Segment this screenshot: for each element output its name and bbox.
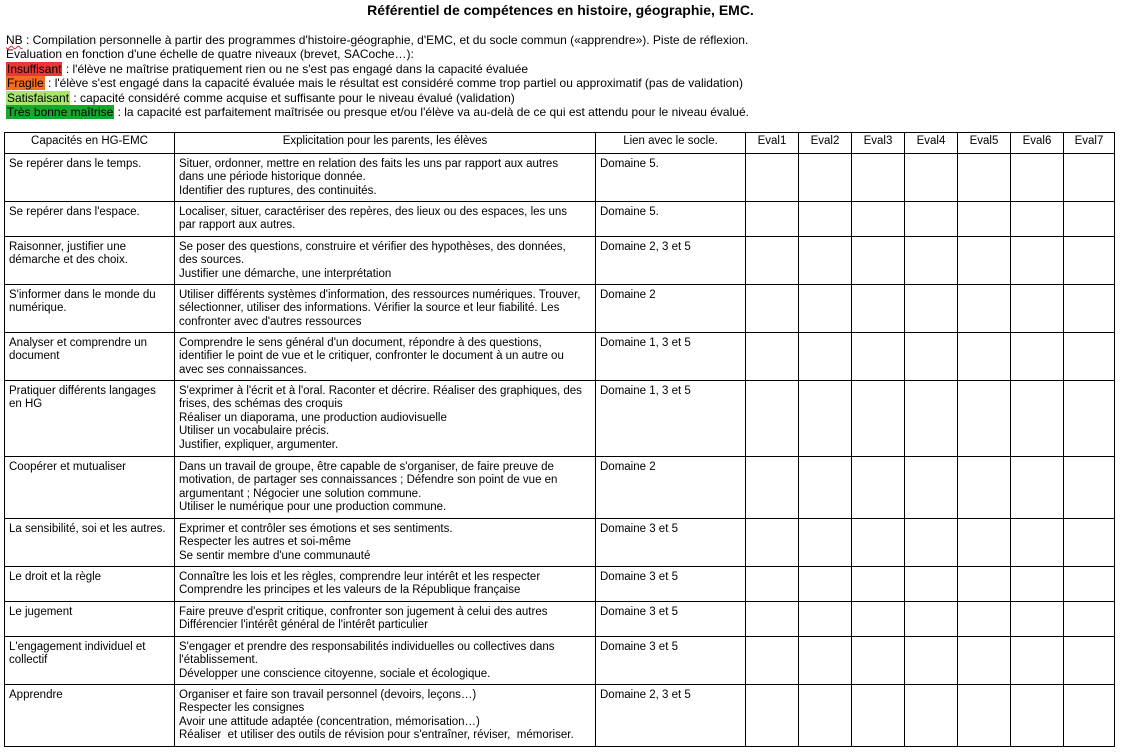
header-socle: Lien avec le socle. <box>596 133 746 154</box>
level-insuffisant-label: Insuffisant <box>7 61 62 76</box>
header-eval1: Eval1 <box>746 133 799 154</box>
level-satisfaisant-text: : capacité considéré comme acquise et suffisante pour le niveau évalué (validation) <box>70 90 515 105</box>
eval6-cell[interactable] <box>1011 685 1064 747</box>
eval7-cell[interactable] <box>1064 333 1115 381</box>
eval3-cell[interactable] <box>852 237 905 285</box>
eval4-cell[interactable] <box>905 237 958 285</box>
explicitation-cell <box>175 237 596 285</box>
eval7-cell[interactable] <box>1064 685 1115 747</box>
eval6-cell[interactable] <box>1011 457 1064 519</box>
explicitation-line: Réaliser et utiliser des outils de révision pour s'entraîner, réviser, mémoriser. <box>179 729 574 742</box>
capacite-cell: Pratiquer différents langages en HG <box>5 381 175 457</box>
capacite-cell: Se repérer dans le temps. <box>5 154 175 202</box>
level-tres-bonne <box>6 105 1111 119</box>
eval4-cell[interactable] <box>905 519 958 567</box>
explicitation-line: Développer une conscience citoyenne, sociale et écologique. <box>179 667 491 680</box>
eval2-cell[interactable] <box>799 381 852 457</box>
eval1-cell[interactable] <box>746 333 799 381</box>
level-tres-bonne-label: Très bonne maîtrise <box>7 105 114 120</box>
explicitation-cell <box>175 519 596 567</box>
explicitation-cell <box>175 154 596 202</box>
eval5-cell[interactable] <box>958 685 1011 747</box>
eval6-cell[interactable] <box>1011 285 1064 333</box>
capacite-cell: Raisonner, justifier une démarche et des choix. <box>5 237 175 285</box>
explicitation-line: Se sentir membre d'une communauté <box>179 549 371 562</box>
eval1-cell[interactable] <box>746 637 799 685</box>
capacite-cell: Se repérer dans l'espace. <box>5 202 175 237</box>
table-row <box>5 567 1115 602</box>
eval3-cell[interactable] <box>852 685 905 747</box>
eval3-cell[interactable] <box>852 602 905 637</box>
eval2-cell[interactable] <box>799 685 852 747</box>
eval5-cell[interactable] <box>958 457 1011 519</box>
explicitation-line: motivation, de partager ses connaissances ; Défendre son point de vue en <box>179 474 558 487</box>
explicitation-line: frises, des schémas des croquis <box>179 398 343 411</box>
explicitation-cell <box>175 381 596 457</box>
eval7-cell[interactable] <box>1064 154 1115 202</box>
explicitation-line: des sources. <box>179 254 245 267</box>
eval2-cell[interactable] <box>799 457 852 519</box>
explicitation-line: Utiliser le numérique pour une production commune. <box>179 501 447 514</box>
explicitation-line: Réaliser un diaporama, une production audiovisuelle <box>179 411 447 424</box>
nb-prefix: NB <box>6 33 23 47</box>
eval5-cell[interactable] <box>958 237 1011 285</box>
eval1-cell[interactable] <box>746 685 799 747</box>
socle-cell: Domaine 5. <box>596 154 746 202</box>
eval3-cell[interactable] <box>852 637 905 685</box>
header-capacites: Capacités en HG-EMC <box>5 133 175 154</box>
eval4-cell[interactable] <box>905 381 958 457</box>
eval7-cell[interactable] <box>1064 637 1115 685</box>
header-eval2: Eval2 <box>799 133 852 154</box>
explicitation-line: Faire preuve d'esprit critique, confronter son jugement à celui des autres <box>179 606 548 618</box>
table-row <box>5 685 1115 747</box>
eval7-cell[interactable] <box>1064 202 1115 237</box>
eval7-cell[interactable] <box>1064 237 1115 285</box>
eval5-cell[interactable] <box>958 285 1011 333</box>
socle-cell: Domaine 3 et 5 <box>596 519 746 567</box>
eval6-cell[interactable] <box>1011 237 1064 285</box>
socle-cell: Domaine 3 et 5 <box>596 567 746 602</box>
eval6-cell[interactable] <box>1011 333 1064 381</box>
level-tres-bonne-text: : la capacité est parfaitement maîtrisée ou presque et/ou l'élève va au-delà de ce qui est attendu pour le niveau évalué. <box>114 105 749 120</box>
explicitation-line: Avoir une attitude adaptée (concentration, mémorisation…) <box>179 715 480 728</box>
level-fragile <box>6 76 1111 90</box>
eval1-cell[interactable] <box>746 381 799 457</box>
header-explicitation: Explicitation pour les parents, les élèves <box>175 133 596 154</box>
explicitation-line: Identifier des ruptures, des continuités. <box>179 184 377 197</box>
eval2-cell[interactable] <box>799 519 852 567</box>
eval6-cell[interactable] <box>1011 602 1064 637</box>
capacite-cell: Le droit et la règle <box>5 567 175 602</box>
eval4-cell[interactable] <box>905 285 958 333</box>
explicitation-line: Se poser des questions, construire et vérifier des hypothèses, des données, <box>179 241 566 253</box>
header-eval6: Eval6 <box>1011 133 1064 154</box>
explicitation-line: Différencier l'intérêt général de l'intérêt particulier <box>179 619 428 632</box>
eval7-cell[interactable] <box>1064 285 1115 333</box>
explicitation-line: dans une période historique donnée. <box>179 171 366 184</box>
table-row <box>5 519 1115 567</box>
explicitation-line: Justifier une démarche, une interprétation <box>179 267 392 280</box>
eval5-cell[interactable] <box>958 154 1011 202</box>
explicitation-cell <box>175 637 596 685</box>
eval3-cell[interactable] <box>852 519 905 567</box>
eval2-cell[interactable] <box>799 202 852 237</box>
header-eval7: Eval7 <box>1064 133 1115 154</box>
eval2-cell[interactable] <box>799 154 852 202</box>
eval5-cell[interactable] <box>958 381 1011 457</box>
capacite-cell: Le jugement <box>5 602 175 637</box>
eval3-cell[interactable] <box>852 457 905 519</box>
capacite-cell: Analyser et comprendre un document <box>5 333 175 381</box>
explicitation-line: S'exprimer à l'écrit et à l'oral. Raconter et décrire. Réaliser des graphiques, des <box>179 385 582 397</box>
intro-block <box>6 33 1111 119</box>
table-row <box>5 285 1115 333</box>
table-row <box>5 381 1115 457</box>
explicitation-line: Comprendre le sens général d'un document, répondre à des questions, <box>179 337 542 349</box>
eval7-cell[interactable] <box>1064 457 1115 519</box>
socle-cell: Domaine 1, 3 et 5 <box>596 333 746 381</box>
socle-cell: Domaine 1, 3 et 5 <box>596 381 746 457</box>
table-row <box>5 154 1115 202</box>
eval5-cell[interactable] <box>958 202 1011 237</box>
eval5-cell[interactable] <box>958 602 1011 637</box>
explicitation-line: Justifier, expliquer, argumenter. <box>179 438 339 451</box>
eval1-cell[interactable] <box>746 519 799 567</box>
explicitation-line: Dans un travail de groupe, être capable de s'organiser, de faire preuve de <box>179 461 554 473</box>
explicitation-cell <box>175 685 596 747</box>
socle-cell: Domaine 2 <box>596 457 746 519</box>
table-body <box>5 154 1115 747</box>
table-row <box>5 333 1115 381</box>
socle-cell: Domaine 2, 3 et 5 <box>596 685 746 747</box>
socle-cell: Domaine 5. <box>596 202 746 237</box>
eval1-cell[interactable] <box>746 154 799 202</box>
explicitation-line: Connaître les lois et les règles, comprendre leur intérêt et les respecter <box>179 571 541 583</box>
level-fragile-label: Fragile <box>7 76 44 91</box>
nb-line <box>6 33 1111 47</box>
eval1-cell[interactable] <box>746 567 799 602</box>
table-row <box>5 457 1115 519</box>
level-insuffisant-text: : l'élève ne maîtrise pratiquement rien ou ne s'est pas engagé dans la capacité évaluée <box>62 61 529 76</box>
eval6-cell[interactable] <box>1011 519 1064 567</box>
explicitation-line: Exprimer et contrôler ses émotions et ses sentiments. <box>179 523 453 535</box>
eval6-cell[interactable] <box>1011 637 1064 685</box>
eval4-cell[interactable] <box>905 457 958 519</box>
eval6-cell[interactable] <box>1011 202 1064 237</box>
explicitation-line: Organiser et faire son travail personnel (devoirs, leçons…) <box>179 689 477 701</box>
level-fragile-text: : l'élève s'est engagé dans la capacité évaluée mais le résultat est considéré comme trop partiel ou approximatif (pas de validation) <box>44 76 743 91</box>
eval5-cell[interactable] <box>958 333 1011 381</box>
document-title: Référentiel de compétences en histoire, géographie, EMC. <box>367 2 754 18</box>
eval4-cell[interactable] <box>905 637 958 685</box>
explicitation-line: Utiliser différents systèmes d'information, des ressources numériques. Trouver, <box>179 289 581 301</box>
eval3-cell[interactable] <box>852 285 905 333</box>
socle-cell: Domaine 2 <box>596 285 746 333</box>
eval1-cell[interactable] <box>746 457 799 519</box>
eval5-cell[interactable] <box>958 567 1011 602</box>
eval2-cell[interactable] <box>799 237 852 285</box>
explicitation-line: identifier le point de vue et le critiquer, confronter le document à un autre ou <box>179 350 564 363</box>
socle-cell: Domaine 3 et 5 <box>596 602 746 637</box>
eval2-cell[interactable] <box>799 602 852 637</box>
explicitation-line: avec ses connaissances. <box>179 363 307 376</box>
eval4-cell[interactable] <box>905 567 958 602</box>
eval1-cell[interactable] <box>746 285 799 333</box>
eval5-cell[interactable] <box>958 637 1011 685</box>
level-insuffisant <box>6 62 1111 76</box>
eval6-cell[interactable] <box>1011 567 1064 602</box>
eval4-cell[interactable] <box>905 154 958 202</box>
explicitation-line: sélectionner, utiliser des informations. Vérifier la source et leur fiabilité. Les <box>179 302 560 315</box>
socle-cell: Domaine 2, 3 et 5 <box>596 237 746 285</box>
level-satisfaisant <box>6 91 1111 105</box>
socle-cell: Domaine 3 et 5 <box>596 637 746 685</box>
nb-text: : Compilation personnelle à partir des programmes d'histoire-géographie, d'EMC, et du socle commun («apprendre»). Piste de réflexion. <box>22 33 749 47</box>
eval2-cell[interactable] <box>799 333 852 381</box>
eval4-cell[interactable] <box>905 333 958 381</box>
table-row <box>5 237 1115 285</box>
eval3-cell[interactable] <box>852 154 905 202</box>
capacite-cell: Coopérer et mutualiser <box>5 457 175 519</box>
scale-line: Evaluation en fonction d'une échelle de quatre niveaux (brevet, SACoche…): <box>6 47 414 62</box>
eval6-cell[interactable] <box>1011 381 1064 457</box>
explicitation-cell <box>175 567 596 602</box>
capacite-cell: L'engagement individuel et collectif <box>5 637 175 685</box>
eval2-cell[interactable] <box>799 285 852 333</box>
eval3-cell[interactable] <box>852 381 905 457</box>
header-eval5: Eval5 <box>958 133 1011 154</box>
eval7-cell[interactable] <box>1064 519 1115 567</box>
eval7-cell[interactable] <box>1064 381 1115 457</box>
explicitation-line: l'établissement. <box>179 654 258 667</box>
explicitation-line: Respecter les consignes <box>179 702 305 715</box>
eval6-cell[interactable] <box>1011 154 1064 202</box>
table-row <box>5 202 1115 237</box>
explicitation-line: Respecter les autres et soi-même <box>179 536 351 549</box>
eval1-cell[interactable] <box>746 602 799 637</box>
explicitation-line: Comprendre les principes et les valeurs de la République française <box>179 584 521 597</box>
capacite-cell: S'informer dans le monde du numérique. <box>5 285 175 333</box>
level-satisfaisant-label: Satisfaisant <box>7 90 70 105</box>
eval7-cell[interactable] <box>1064 567 1115 602</box>
explicitation-line: Localiser, situer, caractériser des repères, des lieux ou des espaces, les uns <box>179 206 568 218</box>
explicitation-line: Situer, ordonner, mettre en relation des faits les uns par rapport aux autres <box>179 158 559 170</box>
eval1-cell[interactable] <box>746 202 799 237</box>
eval7-cell[interactable] <box>1064 602 1115 637</box>
header-eval4: Eval4 <box>905 133 958 154</box>
explicitation-cell <box>175 202 596 237</box>
eval5-cell[interactable] <box>958 519 1011 567</box>
eval4-cell[interactable] <box>905 685 958 747</box>
competences-table <box>4 132 1115 747</box>
explicitation-line: argumentant ; Négocier une solution commune. <box>179 487 422 500</box>
eval2-cell[interactable] <box>799 567 852 602</box>
capacite-cell: Apprendre <box>5 685 175 747</box>
eval1-cell[interactable] <box>746 237 799 285</box>
explicitation-cell <box>175 457 596 519</box>
explicitation-line: par rapport aux autres. <box>179 219 296 232</box>
explicitation-cell <box>175 333 596 381</box>
capacite-cell: La sensibilité, soi et les autres. <box>5 519 175 567</box>
explicitation-line: S'engager et prendre des responsabilités individuelles ou collectives dans <box>179 641 555 653</box>
table-header-row <box>5 133 1115 154</box>
header-eval3: Eval3 <box>852 133 905 154</box>
explicitation-line: Utiliser un vocabulaire précis. <box>179 425 330 438</box>
table-row <box>5 637 1115 685</box>
eval4-cell[interactable] <box>905 602 958 637</box>
explicitation-cell <box>175 285 596 333</box>
table-row <box>5 602 1115 637</box>
explicitation-cell <box>175 602 596 637</box>
eval3-cell[interactable] <box>852 567 905 602</box>
eval4-cell[interactable] <box>905 202 958 237</box>
eval3-cell[interactable] <box>852 202 905 237</box>
explicitation-line: confronter avec d'autres ressources <box>179 315 362 328</box>
eval2-cell[interactable] <box>799 637 852 685</box>
eval3-cell[interactable] <box>852 333 905 381</box>
